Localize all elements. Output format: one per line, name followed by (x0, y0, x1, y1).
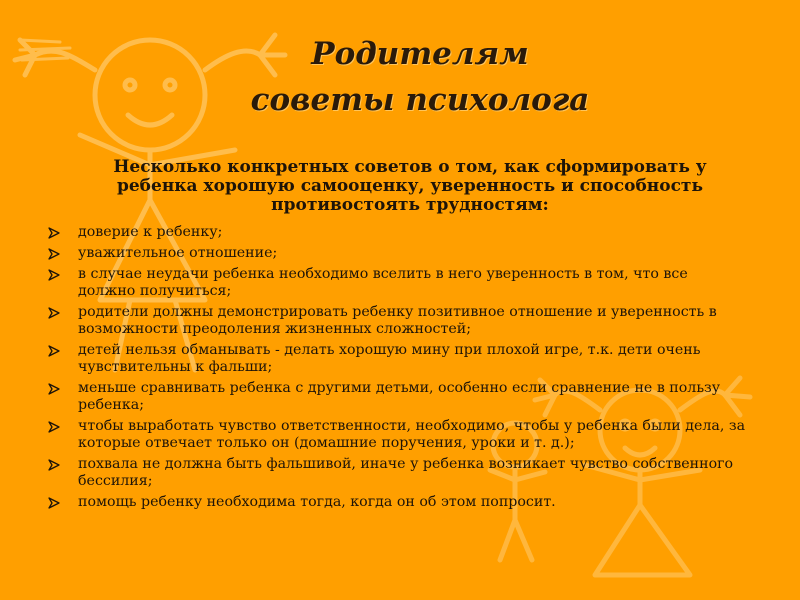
list-item (48, 266, 748, 300)
arrowhead-bullet-icon (48, 383, 60, 395)
list-item-text: помощь ребенку необходима тогда, когда он об этом попросит. (78, 494, 556, 510)
list-item (48, 380, 748, 414)
list-item (48, 494, 748, 511)
list-item-text: похвала не должна быть фальшивой, иначе у ребенка возникает чувство собственного бессилия; (78, 456, 734, 489)
list-item (48, 224, 748, 241)
list-item-text: чтобы выработать чувство ответственности, необходимо, чтобы у ребенка были дела, за которые отвечает только он (домашние поручения, уроки и т. д.); (78, 418, 746, 451)
arrowhead-bullet-icon (48, 345, 60, 357)
list-item (48, 418, 748, 452)
arrowhead-bullet-icon (48, 269, 60, 281)
page-title-line2: советы психолога (250, 82, 590, 118)
list-item (48, 456, 748, 490)
arrowhead-bullet-icon (48, 307, 60, 319)
list-item-text: доверие к ребенку; (78, 224, 223, 240)
list-item (48, 304, 748, 338)
list-item-text: родители должны демонстрировать ребенку позитивное отношение и уверенность в возможности преодоления жизненных сложностей; (78, 304, 717, 337)
advice-list (48, 224, 748, 515)
arrowhead-bullet-icon (48, 227, 60, 239)
list-item-text: меньше сравнивать ребенка с другими детьми, особенно если сравнение не в пользу ребенка; (78, 380, 721, 413)
list-item (48, 342, 748, 376)
list-item (48, 245, 748, 262)
list-item-text: уважительное отношение; (78, 245, 278, 261)
list-item-text: в случае неудачи ребенка необходимо вселить в него уверенность в том, что все должно получиться; (78, 266, 688, 299)
arrowhead-bullet-icon (48, 497, 60, 509)
intro-heading: Несколько конкретных советов о том, как сформировать у ребенка хорошую самооценку, уверенность и способность противостоять трудностям: (113, 157, 707, 215)
arrowhead-bullet-icon (48, 421, 60, 433)
page-title-line1: Родителям (311, 36, 529, 72)
list-item-text: детей нельзя обманывать - делать хорошую мину при плохой игре, т.к. дети очень чувствительны к фальши; (78, 342, 701, 375)
arrowhead-bullet-icon (48, 459, 60, 471)
arrowhead-bullet-icon (48, 248, 60, 260)
